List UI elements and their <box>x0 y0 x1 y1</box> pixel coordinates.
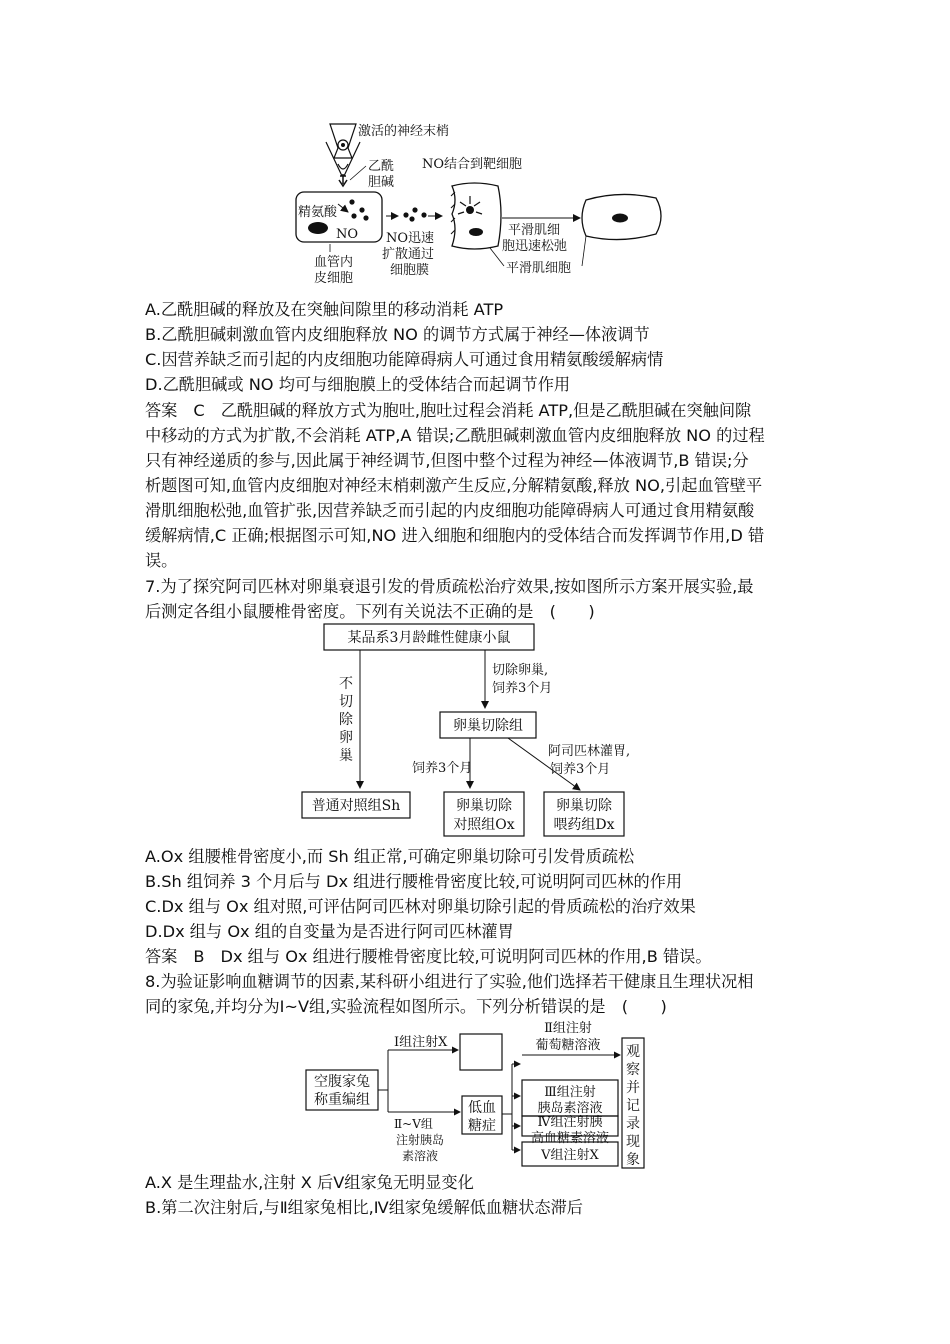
q7-right-label-2: 饲养3个月 <box>492 681 553 696</box>
relax-label-2: 胞迅速松弛 <box>502 239 568 254</box>
answer-word: 答案 <box>145 947 178 966</box>
q7-option-b: B.Sh 组饲养 3 个月后与 Dx 组进行腰椎骨密度比较,可说明阿司匹林的作用 <box>145 872 683 891</box>
q8-start-text-2: 称重编组 <box>314 1092 370 1108</box>
q6-option-c: C.因营养缺乏而引起的内皮细胞功能障碍病人可通过食用精氨酸缓解病情 <box>145 350 664 369</box>
q7-left-char-1: 不 <box>339 676 353 692</box>
no-diffuse-2: 扩散通过 <box>382 247 435 262</box>
q6-explanation-4: 析题图可知,血管内皮细胞对神经末梢刺激产生反应,分解精氨酸,释放 NO,引起血管壁平 <box>145 476 763 495</box>
q8-g2-text-2: 葡萄糖溶液 <box>535 1038 601 1053</box>
q7-left-char-2: 切 <box>339 694 353 710</box>
nerve-terminal-shape <box>330 124 356 158</box>
nerve-terminal-label: 激活的神经末梢 <box>358 124 450 139</box>
q7-option-a: A.Ox 组腰椎骨密度小,而 Sh 组正常,可确定卵巢切除可引发骨质疏松 <box>145 847 635 866</box>
q8-g2-text-1: Ⅱ组注射 <box>544 1021 592 1036</box>
q8-observe-5: 录 <box>626 1116 640 1132</box>
q7-left-char-5: 巢 <box>339 748 353 764</box>
q7-mid-box-text: 卵巢切除组 <box>453 718 523 734</box>
q8-option-b: B.第二次注射后,与Ⅱ组家兔相比,Ⅳ组家兔缓解低血糖状态滞后 <box>145 1198 583 1217</box>
answer-letter: B <box>193 947 205 966</box>
figure-no-signaling <box>290 118 670 298</box>
q8-observe-6: 现 <box>626 1134 640 1150</box>
q8-g25-label-2: 注射胰岛 <box>396 1133 445 1147</box>
smooth-muscle-label: 平滑肌细胞 <box>506 261 572 276</box>
ach-label-1: 乙酰 <box>368 159 395 174</box>
q8-observe-2: 察 <box>626 1062 640 1078</box>
q6-option-d: D.乙酰胆碱或 NO 均可与细胞膜上的受体结合而起调节作用 <box>145 375 571 394</box>
q8-g3-text-1: Ⅲ组注射 <box>544 1085 596 1100</box>
q7-stem-1: 7.为了探究阿司匹林对卵巢衰退引发的骨质疏松治疗效果,按如图所示方案开展实验,最 <box>145 577 754 596</box>
endothelial-label-2: 皮细胞 <box>314 271 354 286</box>
answer-word: 答案 <box>145 401 178 420</box>
no-diffuse-1: NO迅速 <box>386 231 435 246</box>
no-target-label: NO结合到靶细胞 <box>422 157 523 172</box>
q8-g25-label-1: Ⅱ~Ⅴ组 <box>394 1117 433 1131</box>
q7-dx-box-text-2: 喂药组Dx <box>553 817 615 833</box>
q8-observe-7: 象 <box>626 1152 640 1168</box>
q8-observe-4: 记 <box>626 1098 640 1114</box>
q8-option-a: A.X 是生理盐水,注射 X 后Ⅴ组家兔无明显变化 <box>145 1173 474 1192</box>
q6-explanation-6: 缓解病情,C 正确;根据图示可知,NO 进入细胞和细胞内的受体结合而发挥调节作用,D 错 <box>145 526 765 545</box>
q7-option-c: C.Dx 组与 Ox 组对照,可评估阿司匹林对卵巢切除引起的骨质疏松的治疗效果 <box>145 897 696 916</box>
q8-g5-text: Ⅴ组注射X <box>541 1148 599 1163</box>
no-label: NO <box>336 227 359 242</box>
figure-q8-flowchart <box>300 1018 650 1170</box>
q7-ox-box-text-1: 卵巢切除 <box>456 798 512 814</box>
q8-stem-2: 同的家兔,并均分为Ⅰ~Ⅴ组,实验流程如图所示。下列分析错误的是 ( ) <box>145 997 667 1016</box>
q7-ox-box-text-2: 对照组Ox <box>453 817 515 833</box>
q8-g4-text-1: Ⅳ组注射胰 <box>537 1115 603 1130</box>
relax-label-1: 平滑肌细 <box>508 223 561 238</box>
q7-top-box-text: 某品系3月龄雌性健康小鼠 <box>347 630 511 646</box>
q6-option-a: A.乙酰胆碱的释放及在突触间隙里的移动消耗 ATP <box>145 300 504 319</box>
target-cell <box>452 183 501 249</box>
q7-feed-label: 饲养3个月 <box>412 761 473 776</box>
q8-group1-label: Ⅰ组注射X <box>394 1035 448 1050</box>
q6-explanation-7: 误。 <box>145 551 178 570</box>
q6-option-b: B.乙酰胆碱刺激血管内皮细胞释放 NO 的调节方式属于神经—体液调节 <box>145 325 650 344</box>
no-diffuse-3: 细胞膜 <box>390 263 430 278</box>
q6-explanation-3: 只有神经递质的参与,因此属于神经调节,但图中整个过程为神经—体液调节,B 错误;分 <box>145 451 749 470</box>
arginine-label: 精氨酸 <box>298 205 338 220</box>
q7-right-label-1: 切除卵巢, <box>492 663 549 678</box>
q7-stem-2: 后测定各组小鼠腰椎骨密度。下列有关说法不正确的是 ( ) <box>145 602 595 621</box>
q8-empty-box <box>460 1034 502 1070</box>
q7-sh-box-text: 普通对照组Sh <box>311 798 401 814</box>
q7-left-char-4: 卵 <box>339 730 353 746</box>
q8-stem-1: 8.为验证影响血糖调节的因素,某科研小组进行了实验,他们选择若干健康且生理状况相 <box>145 972 754 991</box>
q7-explanation: Dx 组与 Ox 组进行腰椎骨密度比较,可说明阿司匹林的作用,B 错误。 <box>220 947 712 966</box>
answer-letter: C <box>193 401 205 420</box>
q8-observe-3: 并 <box>626 1080 640 1096</box>
q7-answer-line <box>145 946 712 968</box>
figure-q7-flowchart <box>290 620 640 846</box>
q6-answer-line <box>145 400 751 422</box>
q8-g25-label-3: 素溶液 <box>402 1149 439 1163</box>
q7-left-char-3: 除 <box>339 712 353 728</box>
q8-g3-text-2: 胰岛素溶液 <box>537 1101 603 1116</box>
endothelial-label-1: 血管内 <box>314 255 354 270</box>
q7-aspirin-label-1: 阿司匹林灌胃, <box>548 744 631 759</box>
q8-low-text-2: 糖症 <box>468 1118 496 1134</box>
q6-explanation-2: 中移动的方式为扩散,不会消耗 ATP,A 错误;乙酰胆碱刺激血管内皮细胞释放 NO 的过程 <box>145 426 765 445</box>
ach-label-2: 胆碱 <box>368 175 395 190</box>
q8-g4-text-2: 高血糖素溶液 <box>530 1131 610 1146</box>
q7-aspirin-label-2: 饲养3个月 <box>550 762 611 777</box>
q8-start-text-1: 空腹家兔 <box>314 1074 370 1090</box>
q6-explanation-1: 乙酰胆碱的释放方式为胞吐,胞吐过程会消耗 ATP,但是乙酰胆碱在突触间隙 <box>220 401 752 420</box>
q8-observe-1: 观 <box>626 1044 640 1060</box>
q6-explanation-5: 滑肌细胞松弛,血管扩张,因营养缺乏而引起的内皮细胞功能障碍病人可通过食用精氨酸 <box>145 501 755 520</box>
q8-low-text-1: 低血 <box>468 1100 496 1116</box>
q7-option-d: D.Dx 组与 Ox 组的自变量为是否进行阿司匹林灌胃 <box>145 922 514 941</box>
q7-dx-box-text-1: 卵巢切除 <box>556 798 612 814</box>
